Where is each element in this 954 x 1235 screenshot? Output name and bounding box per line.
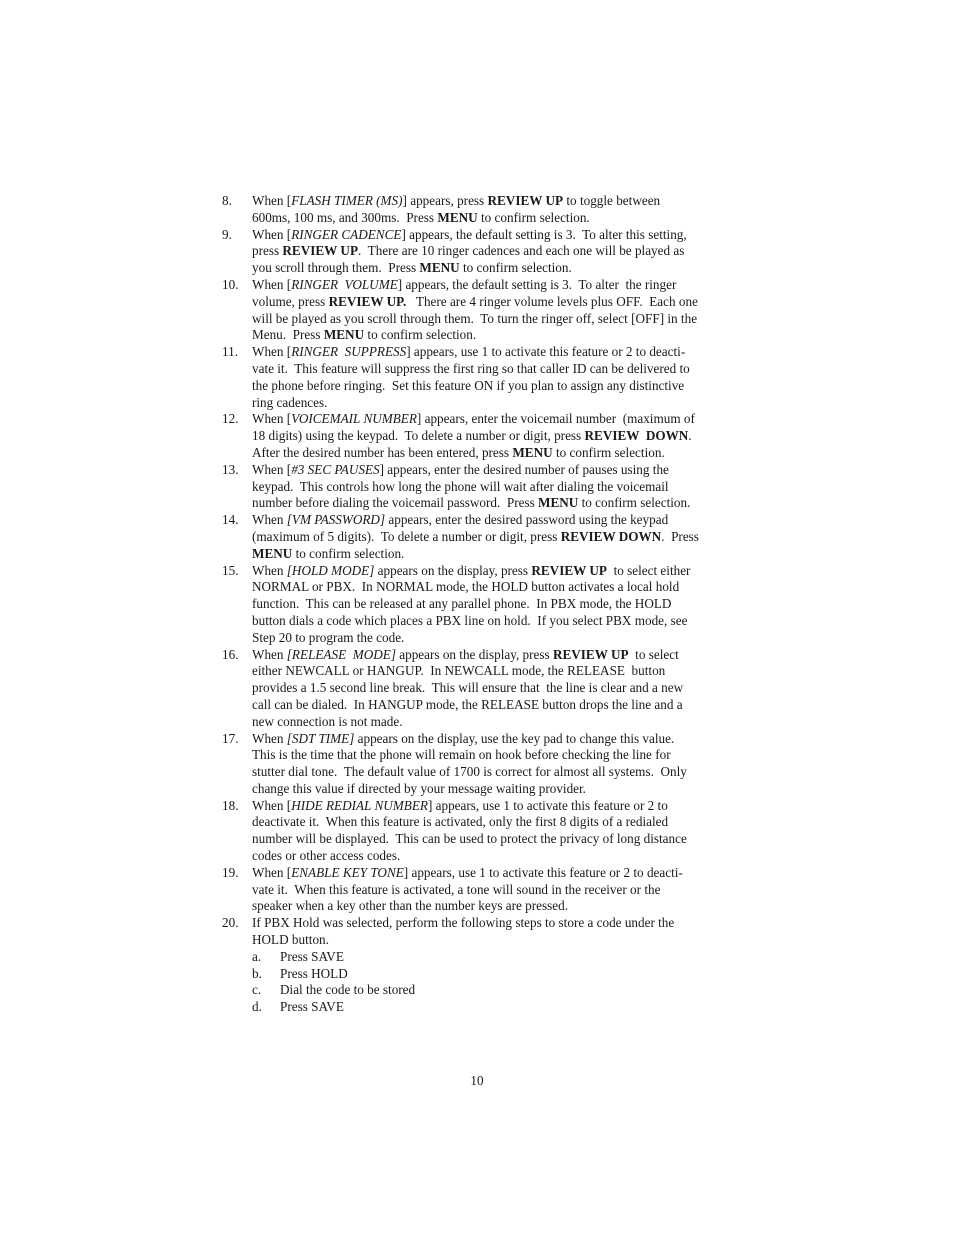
item-text — [252, 193, 734, 227]
text-segment: function. This can be released at any parallel phone. In PBX mode, the HOLD — [252, 596, 672, 612]
text-line — [252, 260, 734, 277]
item-number: 20. — [222, 915, 239, 931]
text-line — [252, 647, 734, 664]
text-segment: number before dialing the voicemail password. Press — [252, 495, 539, 511]
text-segment: This is the time that the phone will remain on hook before checking the line for — [252, 747, 671, 763]
text-line — [252, 378, 734, 395]
item-text — [252, 865, 734, 915]
item-number: 15. — [222, 562, 239, 578]
text-segment: to confirm selection. — [552, 444, 665, 460]
text-segment: Menu. Press — [252, 327, 324, 343]
text-line — [252, 932, 734, 949]
text-segment: . There are 10 ringer cadences and each one will be played as — [358, 243, 685, 259]
text-segment: provides a 1.5 second line break. This will ensure that the line is clear and a new — [252, 680, 684, 696]
text-segment: When [ — [252, 276, 292, 292]
text-line — [252, 445, 734, 462]
sub-step-letter: c. — [252, 982, 262, 998]
sub-step-letter: b. — [252, 965, 262, 981]
text-line — [252, 311, 734, 328]
text-segment: number will be displayed. This can be used to protect the privacy of long distance — [252, 831, 687, 847]
text-segment: to confirm selection. — [364, 327, 477, 343]
text-segment: press — [252, 243, 283, 259]
text-line — [252, 814, 734, 831]
sub-step — [252, 982, 734, 999]
text-segment: deactivate it. When this feature is activated, only the first 8 digits of a redialed — [252, 814, 669, 830]
item-text — [252, 411, 734, 461]
menu-item-name: RINGER SUPPRESS — [291, 344, 407, 360]
text-line — [252, 462, 734, 479]
text-segment: speaker when a key other than the number keys are pressed. — [252, 898, 569, 914]
text-line — [252, 848, 734, 865]
item-number: 12. — [222, 411, 239, 427]
sub-step — [252, 999, 734, 1016]
text-line — [252, 915, 734, 932]
text-line — [252, 227, 734, 244]
text-line — [252, 579, 734, 596]
text-segment: will be played as you scroll through them. To turn the ringer off, select [OFF] in the — [252, 310, 698, 326]
text-segment: vate it. When this feature is activated, a tone will sound in the receiver or the — [252, 881, 661, 897]
text-line — [252, 663, 734, 680]
item-text — [252, 512, 734, 562]
list-item — [222, 193, 734, 227]
item-number: 16. — [222, 646, 239, 662]
list-item — [222, 563, 734, 647]
key-name: REVIEW UP — [487, 193, 564, 208]
text-segment: 600ms, 100 ms, and 300ms. Press — [252, 209, 438, 225]
text-segment: When [ — [252, 461, 292, 477]
text-segment: When — [252, 512, 287, 528]
sub-step — [252, 966, 734, 983]
item-number: 9. — [222, 226, 232, 242]
text-line — [252, 697, 734, 714]
text-line — [252, 294, 734, 311]
menu-item-name: HIDE REDIAL NUMBER — [291, 797, 428, 813]
key-name: MENU — [437, 209, 478, 225]
text-segment: appears on the display, use the key pad to change this value. — [354, 730, 675, 746]
text-segment: to confirm selection. — [292, 545, 405, 561]
item-number: 11. — [222, 344, 238, 360]
key-name: MENU — [538, 495, 579, 511]
item-text — [252, 798, 734, 865]
item-number: 19. — [222, 864, 239, 880]
text-segment: to select — [628, 646, 679, 662]
key-name: MENU — [323, 327, 365, 343]
text-segment: volume, press — [252, 293, 329, 309]
text-segment: to select either — [606, 562, 691, 578]
text-segment: When — [252, 730, 287, 746]
text-line — [252, 563, 734, 580]
text-line — [252, 898, 734, 915]
text-segment: When [ — [252, 344, 292, 360]
key-name: REVIEW UP — [282, 243, 359, 259]
key-name: MENU — [252, 545, 293, 561]
text-segment: appears on the display, press — [395, 646, 553, 662]
menu-item-name: FLASH TIMER (MS) — [291, 193, 403, 208]
text-segment: stutter dial tone. The default value of 1700 is correct for almost all systems. Only — [252, 764, 687, 780]
sub-step-letter: a. — [252, 948, 262, 964]
key-name: REVIEW DOWN — [584, 428, 689, 444]
list-item — [222, 277, 734, 344]
menu-item-name: ENABLE KEY TONE — [291, 864, 404, 880]
menu-item-name: [VM PASSWORD] — [286, 512, 386, 528]
text-line — [252, 764, 734, 781]
menu-item-name: VOICEMAIL NUMBER — [291, 411, 417, 427]
text-line — [252, 546, 734, 563]
text-segment: There are 4 ringer volume levels plus OFF. Each one — [406, 293, 698, 309]
item-text — [252, 731, 734, 798]
text-segment: keypad. This controls how long the phone will wait after dialing the voicemail — [252, 478, 669, 494]
text-line — [252, 361, 734, 378]
text-segment: . Press — [661, 528, 699, 544]
text-segment: When [ — [252, 411, 292, 427]
text-segment: ] appears, the default setting is 3. To alter the ringer — [397, 276, 677, 292]
sub-step-text: Press SAVE — [280, 948, 344, 964]
text-line — [252, 512, 734, 529]
text-segment: ] appears, use 1 to activate this feature or 2 to — [427, 797, 668, 813]
text-segment: to confirm selection. — [459, 260, 572, 276]
text-line — [252, 613, 734, 630]
menu-item-name: [SDT TIME] — [286, 730, 355, 746]
menu-item-name: RINGER CADENCE — [291, 226, 402, 242]
text-segment: new connection is not made. — [252, 713, 403, 729]
text-segment: the phone before ringing. Set this feature ON if you plan to assign any distinctive — [252, 377, 685, 393]
text-line — [252, 210, 734, 227]
menu-item-name: [RELEASE MODE] — [286, 646, 396, 662]
text-segment: When — [252, 562, 287, 578]
list-item — [222, 512, 734, 562]
text-segment: to confirm selection. — [477, 209, 590, 225]
item-number: 14. — [222, 512, 239, 528]
item-text — [252, 647, 734, 731]
text-segment: you scroll through them. Press — [252, 260, 420, 276]
text-line — [252, 781, 734, 798]
sub-step — [252, 949, 734, 966]
text-segment: button dials a code which places a PBX line on hold. If you select PBX mode, see — [252, 612, 688, 628]
text-segment: NORMAL or PBX. In NORMAL mode, the HOLD button activates a local hold — [252, 579, 680, 595]
menu-item-name: [HOLD MODE] — [286, 562, 375, 578]
text-line — [252, 344, 734, 361]
text-segment: ] appears, enter the desired number of pauses using the — [379, 461, 669, 477]
text-segment: vate it. This feature will suppress the first ring so that caller ID can be delivered to — [252, 360, 690, 376]
text-segment: either NEWCALL or HANGUP. In NEWCALL mode, the RELEASE button — [252, 663, 666, 679]
text-line — [252, 630, 734, 647]
item-text — [252, 462, 734, 512]
text-line — [252, 747, 734, 764]
item-text — [252, 344, 734, 411]
text-segment: When [ — [252, 864, 292, 880]
text-segment: HOLD button. — [252, 932, 329, 948]
sub-step-text: Press SAVE — [280, 999, 344, 1015]
item-number: 17. — [222, 730, 239, 746]
list-item — [222, 344, 734, 411]
text-segment: ] appears, the default setting is 3. To alter this setting, — [401, 226, 687, 242]
text-segment: ] appears, use 1 to activate this feature or 2 to deacti- — [403, 864, 683, 880]
text-segment: to toggle between — [563, 193, 661, 208]
page-number: 10 — [470, 1073, 484, 1088]
text-segment: ring cadences. — [252, 394, 328, 410]
text-segment: ] appears, enter the voicemail number (maximum of — [416, 411, 695, 427]
text-line — [252, 428, 734, 445]
text-line — [252, 731, 734, 748]
text-segment: When [ — [252, 797, 292, 813]
list-item — [222, 865, 734, 915]
item-text — [252, 915, 734, 1016]
text-segment: call can be dialed. In HANGUP mode, the RELEASE button drops the line and a — [252, 696, 683, 712]
text-segment: appears on the display, press — [374, 562, 532, 578]
text-line — [252, 411, 734, 428]
text-line — [252, 277, 734, 294]
text-segment: When [ — [252, 193, 292, 208]
text-segment: change this value if directed by your message waiting provider. — [252, 780, 586, 796]
text-line — [252, 495, 734, 512]
key-name: MENU — [512, 444, 553, 460]
key-name: REVIEW UP. — [328, 293, 407, 309]
sub-step-text: Press HOLD — [280, 965, 348, 981]
text-segment: When — [252, 646, 287, 662]
text-line — [252, 327, 734, 344]
text-segment: If PBX Hold was selected, perform the following steps to store a code under the — [252, 915, 675, 931]
text-segment: After the desired number has been entered, press — [252, 444, 513, 460]
item-number: 10. — [222, 276, 239, 292]
key-name: MENU — [419, 260, 460, 276]
text-segment: When [ — [252, 226, 292, 242]
key-name: REVIEW DOWN — [560, 528, 662, 544]
text-segment: Step 20 to program the code. — [252, 629, 405, 645]
text-segment: 18 digits) using the keypad. To delete a number or digit, press — [252, 428, 585, 444]
list-item — [222, 798, 734, 865]
item-text — [252, 563, 734, 647]
text-line — [252, 529, 734, 546]
text-segment: to confirm selection. — [578, 495, 691, 511]
sub-step-letter: d. — [252, 999, 262, 1015]
item-number: 18. — [222, 797, 239, 813]
text-line — [252, 680, 734, 697]
text-line — [252, 479, 734, 496]
text-segment: (maximum of 5 digits). To delete a number or digit, press — [252, 528, 561, 544]
text-segment: appears, enter the desired password using the keypad — [385, 512, 669, 528]
text-line — [252, 395, 734, 412]
menu-item-name: #3 SEC PAUSES — [291, 461, 380, 477]
item-text — [252, 227, 734, 277]
text-line — [252, 882, 734, 899]
text-line — [252, 798, 734, 815]
text-segment: ] appears, press — [402, 193, 488, 208]
text-segment: ] appears, use 1 to activate this feature or 2 to deacti- — [406, 344, 686, 360]
item-text — [252, 277, 734, 344]
text-segment: . — [688, 428, 692, 444]
text-line — [252, 714, 734, 731]
list-item — [222, 411, 734, 461]
text-line — [252, 193, 734, 210]
instruction-list — [222, 193, 734, 1016]
text-line — [252, 865, 734, 882]
list-item — [222, 227, 734, 277]
list-item — [222, 731, 734, 798]
menu-item-name: RINGER VOLUME — [291, 276, 398, 292]
key-name: REVIEW UP — [552, 646, 629, 662]
list-item — [222, 647, 734, 731]
text-segment: codes or other access codes. — [252, 848, 401, 864]
item-number: 8. — [222, 193, 232, 208]
text-line — [252, 596, 734, 613]
list-item — [222, 915, 734, 1016]
text-line — [252, 831, 734, 848]
item-number: 13. — [222, 461, 239, 477]
text-line — [252, 243, 734, 260]
sub-step-text: Dial the code to be stored — [280, 982, 416, 998]
key-name: REVIEW UP — [531, 562, 607, 578]
list-item — [222, 462, 734, 512]
